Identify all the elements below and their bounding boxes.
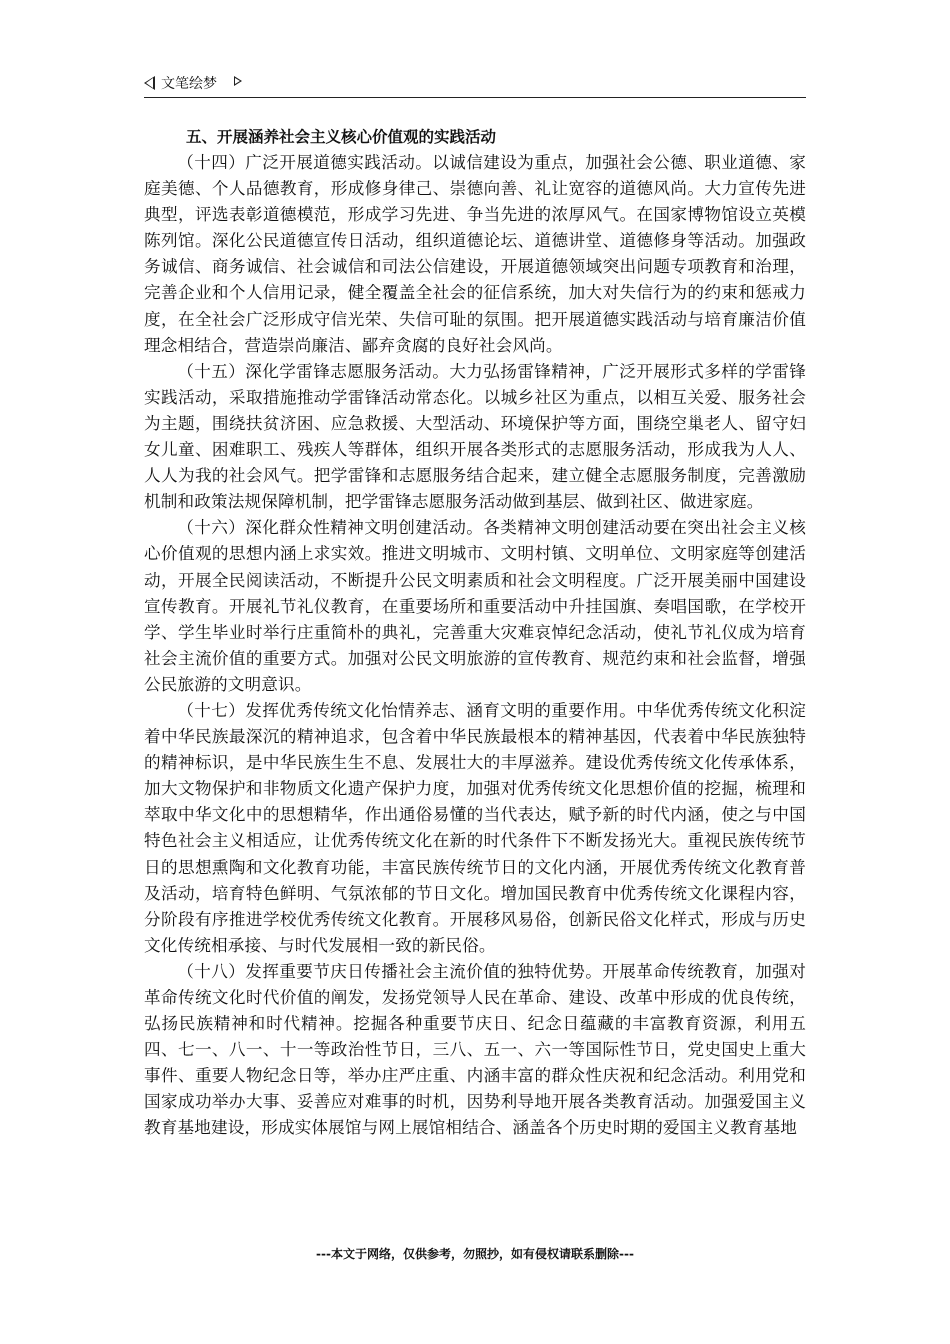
document-body xyxy=(144,124,806,1142)
triangle-right-icon xyxy=(234,76,242,86)
section-title: 五、开展涵养社会主义核心价值观的实践活动 xyxy=(186,128,497,146)
header-divider xyxy=(144,97,806,98)
paragraph-15: （十五）深化学雷锋志愿服务活动。大力弘扬雷锋精神，广泛开展形式多样的学雷锋实践活动，采取措施推动学雷锋活动常态化。以城乡社区为重点，以相互关爱、服务社会为主题，围绕扶贫济困、应急救援、大型活动、环境保护等方面，围绕空巢老人、留守妇女儿童、困难职工、残疾人等群体，组织开展各类形式的志愿服务活动，形成我为人人、人人为我的社会风气。把学雷锋和志愿服务结合起来，建立健全志愿服务制度，完善激励机制和政策法规保障机制，把学雷锋志愿服务活动做到基层、做到社区、做进家庭。 xyxy=(144,361,806,512)
paragraph-14: （十四）广泛开展道德实践活动。以诚信建设为重点，加强社会公德、职业道德、家庭美德、个人品德教育，形成修身律己、崇德向善、礼让宽容的道德风尚。大力宣传先进典型，评选表彰道德模范，形成学习先进、争当先进的浓厚风气。在国家博物馆设立英模陈列馆。深化公民道德宣传日活动，组织道德论坛、道德讲堂、道德修身等活动。加强政务诚信、商务诚信、社会诚信和司法公信建设，开展道德领域突出问题专项教育和治理，完善企业和个人信用记录，健全覆盖全社会的征信系统，加大对失信行为的约束和惩戒力度，在全社会广泛形成守信光荣、失信可耻的氛围。把开展道德实践活动与培育廉洁价值理念相结合，营造崇尚廉洁、鄙弃贪腐的良好社会风尚。 xyxy=(144,153,806,355)
header-title: 文笔绘梦 xyxy=(161,76,217,92)
page-header xyxy=(144,72,806,98)
paragraph-17: （十七）发挥优秀传统文化怡情养志、涵育文明的重要作用。中华优秀传统文化积淀着中华民族最深沉的精神追求，包含着中华民族最根本的精神基因，代表着中华民族独特的精神标识，是中华民族生生不息、发展壮大的丰厚滋养。建设优秀传统文化传承体系，加大文物保护和非物质文化遗产保护力度，加强对优秀传统文化思想价值的挖掘，梳理和萃取中华文化中的思想精华，作出通俗易懂的当代表达，赋予新的时代内涵，使之与中国特色社会主义相适应，让优秀传统文化在新的时代条件下不断发扬光大。重视民族传统节日的思想熏陶和文化教育功能，丰富民族传统节日的文化内涵，开展优秀传统文化教育普及活动，培育特色鲜明、气氛浓郁的节日文化。增加国民教育中优秀传统文化课程内容，分阶段有序推进学校优秀传统文化教育。开展移风易俗，创新民俗文化样式，形成与历史文化传统相承接、与时代发展相一致的新民俗。 xyxy=(144,700,806,955)
paragraph-16: （十六）深化群众性精神文明创建活动。各类精神文明创建活动要在突出社会主义核心价值观的思想内涵上求实效。推进文明城市、文明村镇、文明单位、文明家庭等创建活动，开展全民阅读活动，不断提升公民文明素质和社会文明程度。广泛开展美丽中国建设宣传教育。开展礼节礼仪教育，在重要场所和重要活动中升挂国旗、奏唱国歌，在学校开学、学生毕业时举行庄重简朴的典礼，完善重大灾难哀悼纪念活动，使礼节礼仪成为培育社会主流价值的重要方式。加强对公民文明旅游的宣传教育、规范约束和社会监督，增强公民旅游的文明意识。 xyxy=(144,518,806,694)
paragraph-18: （十八）发挥重要节庆日传播社会主流价值的独特优势。开展革命传统教育，加强对革命传统文化时代价值的阐发，发扬党领导人民在革命、建设、改革中形成的优良传统，弘扬民族精神和时代精神。挖掘各种重要节庆日、纪念日蕴藏的丰富教育资源，利用五四、七一、八一、十一等政治性节日，三八、五一、六一等国际性节日，党史国史上重大事件、重要人物纪念日等，举办庄严庄重、内涵丰富的群众性庆祝和纪念活动。利用党和国家成功举办大事、妥善应对难事的时机，因势利导地开展各类教育活动。加强爱国主义教育基地建设，形成实体展馆与网上展馆相结合、涵盖各个历史时期的爱国主义教育基地 xyxy=(144,961,806,1138)
page-footer: ---本文于网络，仅供参考，勿照抄，如有侵权请联系删除--- xyxy=(316,1247,634,1261)
triangle-left-icon xyxy=(144,76,155,90)
